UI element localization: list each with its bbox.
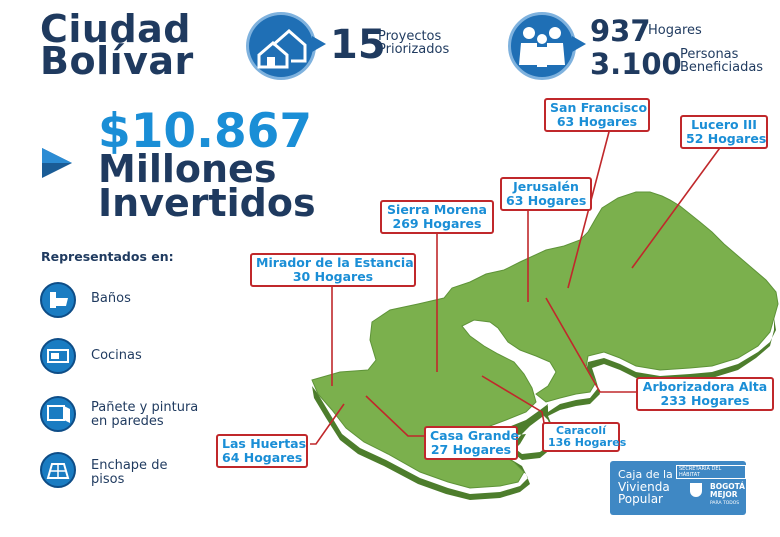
paint-roller-icon [40, 396, 76, 432]
callout-arborizadora-alta [636, 377, 774, 411]
rep-label-enchape-2: pisos [91, 472, 125, 487]
bogota-shield-icon [690, 483, 702, 497]
callout-name: Sierra Morena [387, 202, 487, 217]
callout-value: 63 Hogares [556, 113, 638, 129]
callout-caracoli [542, 422, 627, 452]
callout-name: Las Huertas [222, 436, 307, 451]
callout-mirador-estancia [250, 253, 416, 287]
investment-amount: $10.867 [98, 104, 313, 159]
households-label: Hogares [648, 23, 702, 38]
callout-jerusalen [500, 177, 592, 211]
households-number: 937 [590, 14, 651, 48]
rep-label-panete-2: en paredes [91, 414, 164, 429]
bogota-mejor-logo: BOGOTÁ MEJOR [710, 482, 745, 499]
projects-tail [312, 36, 326, 52]
callout-value: 27 Hogares [430, 441, 512, 457]
projects-label-2: Priorizados [378, 42, 450, 57]
title-line-2: Bolívar [40, 39, 194, 83]
represented-title: Representados en: [41, 249, 174, 264]
callout-casa-grande [424, 426, 518, 460]
callout-value: 63 Hogares [506, 192, 587, 208]
toilet-icon [40, 282, 76, 318]
rep-label-panete-1: Pañete y pintura [91, 400, 199, 415]
secretaria-label: SECRETARÍA DEL HÁBITAT [676, 465, 746, 479]
caja-vivienda-popular-logo [610, 461, 746, 515]
callout-name: San Francisco [550, 100, 648, 115]
callout-value: 30 Hogares [292, 268, 374, 284]
investment-line-1: Millones [98, 147, 277, 191]
projects-number: 15 [330, 22, 386, 68]
floor-tiles-icon [40, 452, 76, 488]
callout-sierra-morena [380, 200, 494, 234]
callout-name: Caracolí [556, 424, 606, 437]
bogota-slogan: PARA TODOS [710, 501, 740, 506]
callout-lucero-iii [680, 115, 768, 149]
rep-label-banos: Baños [91, 291, 131, 306]
callout-value: 52 Hogares [686, 130, 767, 146]
callout-name: Arborizadora Alta [642, 379, 768, 394]
play-arrow-icon [40, 146, 74, 180]
rep-label-enchape-1: Enchape de [91, 458, 168, 473]
map-shape [312, 192, 778, 500]
kitchen-icon [40, 338, 76, 374]
people-label-2: Beneficiadas [680, 60, 764, 75]
projects-label-1: Proyectos [378, 29, 442, 44]
callout-las-huertas [216, 434, 308, 468]
callout-name: Jerusalén [513, 179, 579, 194]
people-number: 3.100 [590, 47, 682, 81]
callout-value: 64 Hogares [222, 449, 303, 465]
rep-label-cocinas: Cocinas [91, 348, 142, 363]
callout-name: Lucero III [691, 117, 757, 132]
callout-value: 136 Hogares [548, 436, 627, 450]
callout-name: Mirador de la Estancia [256, 255, 414, 270]
people-tail [572, 36, 586, 52]
callout-value: 233 Hogares [660, 392, 750, 408]
family-icon [508, 12, 576, 80]
people-label-1: Personas [680, 47, 739, 62]
investment-line-2: Invertidos [98, 181, 316, 225]
houses-icon [246, 12, 316, 80]
callout-name: Casa Grande [430, 428, 520, 443]
callout-value: 269 Hogares [392, 215, 482, 231]
callout-san-francisco [544, 98, 650, 132]
logo-text: Caja de la Vivienda Popular [618, 468, 673, 507]
title-line-1: Ciudad [40, 7, 192, 51]
